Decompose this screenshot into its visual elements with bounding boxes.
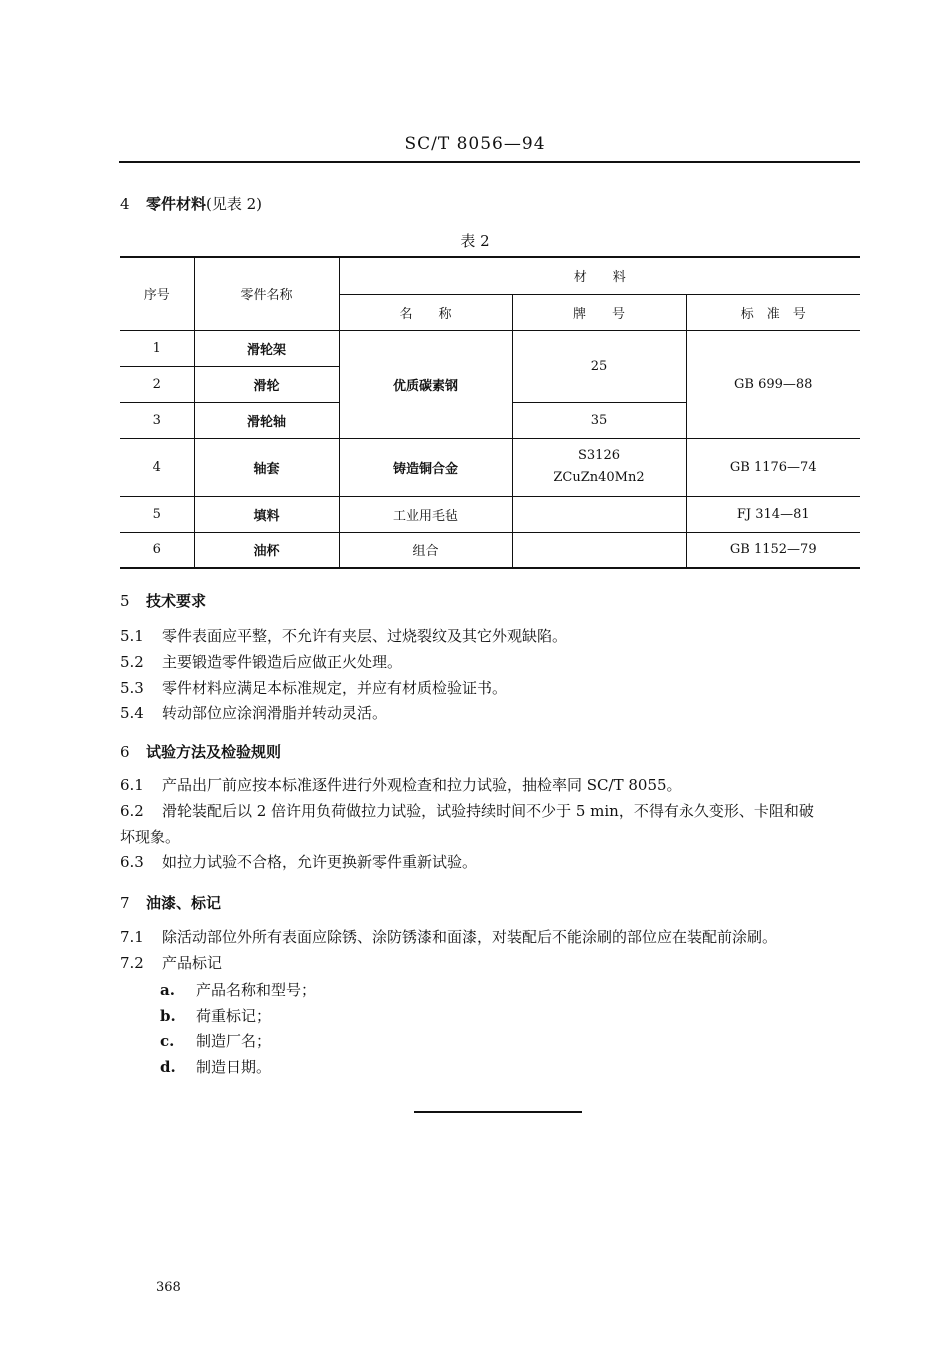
section-4-reference: (见表 2) [206,195,263,213]
list-label: a. [160,981,175,999]
list-label: b. [160,1007,176,1025]
section-7-heading [120,892,221,913]
row-part-name: 滑轮架 [194,330,339,366]
marking-list-item [160,1056,271,1077]
clause-7-2 [120,950,222,976]
row-part-name: 填料 [194,496,339,532]
row-seq: 2 [120,366,194,402]
row-seq: 3 [120,402,194,438]
clause-6-3 [120,849,477,875]
header-grade: 牌 号 [512,294,686,330]
row-material-name: 工业用毛毡 [339,496,512,532]
row-part-name: 滑轮轴 [194,402,339,438]
clause-text: 除活动部位外所有表面应除锈、涂防锈漆和面漆，对装配后不能涂刷的部位应在装配前涂刷。 [162,928,778,946]
clause-number: 7.1 [120,928,144,946]
clause-text: 零件材料应满足本标准规定，并应有材质检验证书。 [162,679,508,697]
row-standard: GB 1176—74 [686,438,860,496]
clause-number: 5.1 [120,627,144,645]
clause-text: 零件表面应平整，不允许有夹层、过烧裂纹及其它外观缺陷。 [162,627,568,645]
header-standard: 标 准 号 [686,294,860,330]
header-part-name: 零件名称 [194,257,339,330]
list-label: d. [160,1058,176,1076]
merged-standard: GB 699—88 [686,330,860,438]
end-rule [414,1111,582,1113]
marking-list-item [160,1030,271,1051]
section-6-heading [120,741,281,762]
clause-number: 7.2 [120,954,144,972]
row-part-name: 油杯 [194,532,339,568]
section-4-title: 零件材料 [146,195,207,213]
table-row [120,438,860,496]
clause-text: 产品标记 [162,954,223,972]
row-seq: 4 [120,438,194,496]
clause-number: 6.1 [120,776,144,794]
section-7-number: 7 [120,894,130,912]
row-grade [512,532,686,568]
section-6-title: 试验方法及检验规则 [146,743,282,761]
clause-5-1 [120,623,567,649]
parts-material-table [120,256,860,569]
row-part-name: 轴套 [194,438,339,496]
clause-number: 5.4 [120,704,144,722]
grade-line: S3126 [578,448,620,463]
list-text: 制造厂名； [196,1032,272,1050]
section-7-title: 油漆、标记 [146,894,222,912]
clause-number: 5.3 [120,679,144,697]
row-grade [512,496,686,532]
clause-7-1 [120,924,777,950]
document-code: SC/T 8056—94 [404,134,546,154]
row-seq: 5 [120,496,194,532]
section-5-title: 技术要求 [146,592,207,610]
row-seq: 6 [120,532,194,568]
header-rule [119,161,860,163]
row-grade-35: 35 [512,402,686,438]
row-standard: FJ 314—81 [686,496,860,532]
section-5-heading [120,590,206,611]
row-standard: GB 1152—79 [686,532,860,568]
clause-number: 5.2 [120,653,144,671]
table-row [120,330,860,366]
merged-material-name: 优质碳素钢 [339,330,512,438]
clause-text: 滑轮装配后以 2 倍许用负荷做拉力试验，试验持续时间不少于 5 min，不得有永久变形、卡阻和破 [162,802,814,820]
header-seq: 序号 [120,257,194,330]
clause-text: 如拉力试验不合格，允许更换新零件重新试验。 [162,853,478,871]
clause-text: 主要锻造零件锻造后应做正火处理。 [162,653,403,671]
grade-line: ZCuZn40Mn2 [553,470,645,485]
table-row [120,532,860,568]
row-material-name: 铸造铜合金 [339,438,512,496]
clause-5-2 [120,649,402,675]
marking-list-item [160,1005,271,1026]
row-seq: 1 [120,330,194,366]
list-text: 制造日期。 [196,1058,272,1076]
row-part-name: 滑轮 [194,366,339,402]
row-grade [512,438,686,496]
clause-number: 6.3 [120,853,144,871]
clause-6-2-continuation: 坏现象。 [120,828,181,846]
header-material-name: 名 称 [339,294,512,330]
clause-number: 6.2 [120,802,144,820]
section-6-number: 6 [120,743,130,761]
section-4-heading [120,193,262,214]
table-row [120,496,860,532]
list-text: 荷重标记； [196,1007,272,1025]
clause-6-1 [120,772,682,798]
page-number: 368 [156,1280,181,1295]
table-caption: 表 2 [460,232,490,250]
clause-text: 产品出厂前应按本标准逐件进行外观检查和拉力试验，抽检率同 SC/T 8055。 [162,776,682,794]
list-text: 产品名称和型号； [196,981,317,999]
section-5-number: 5 [120,592,130,610]
clause-5-3 [120,675,507,701]
header-material: 材 料 [339,257,860,294]
row-material-name: 组合 [339,532,512,568]
clause-6-2 [120,798,865,824]
section-4-number: 4 [120,195,130,213]
merged-grade-25: 25 [512,330,686,402]
clause-text: 转动部位应涂润滑脂并转动灵活。 [162,704,388,722]
clause-5-4 [120,700,387,726]
list-label: c. [160,1032,175,1050]
marking-list-item [160,979,316,1000]
